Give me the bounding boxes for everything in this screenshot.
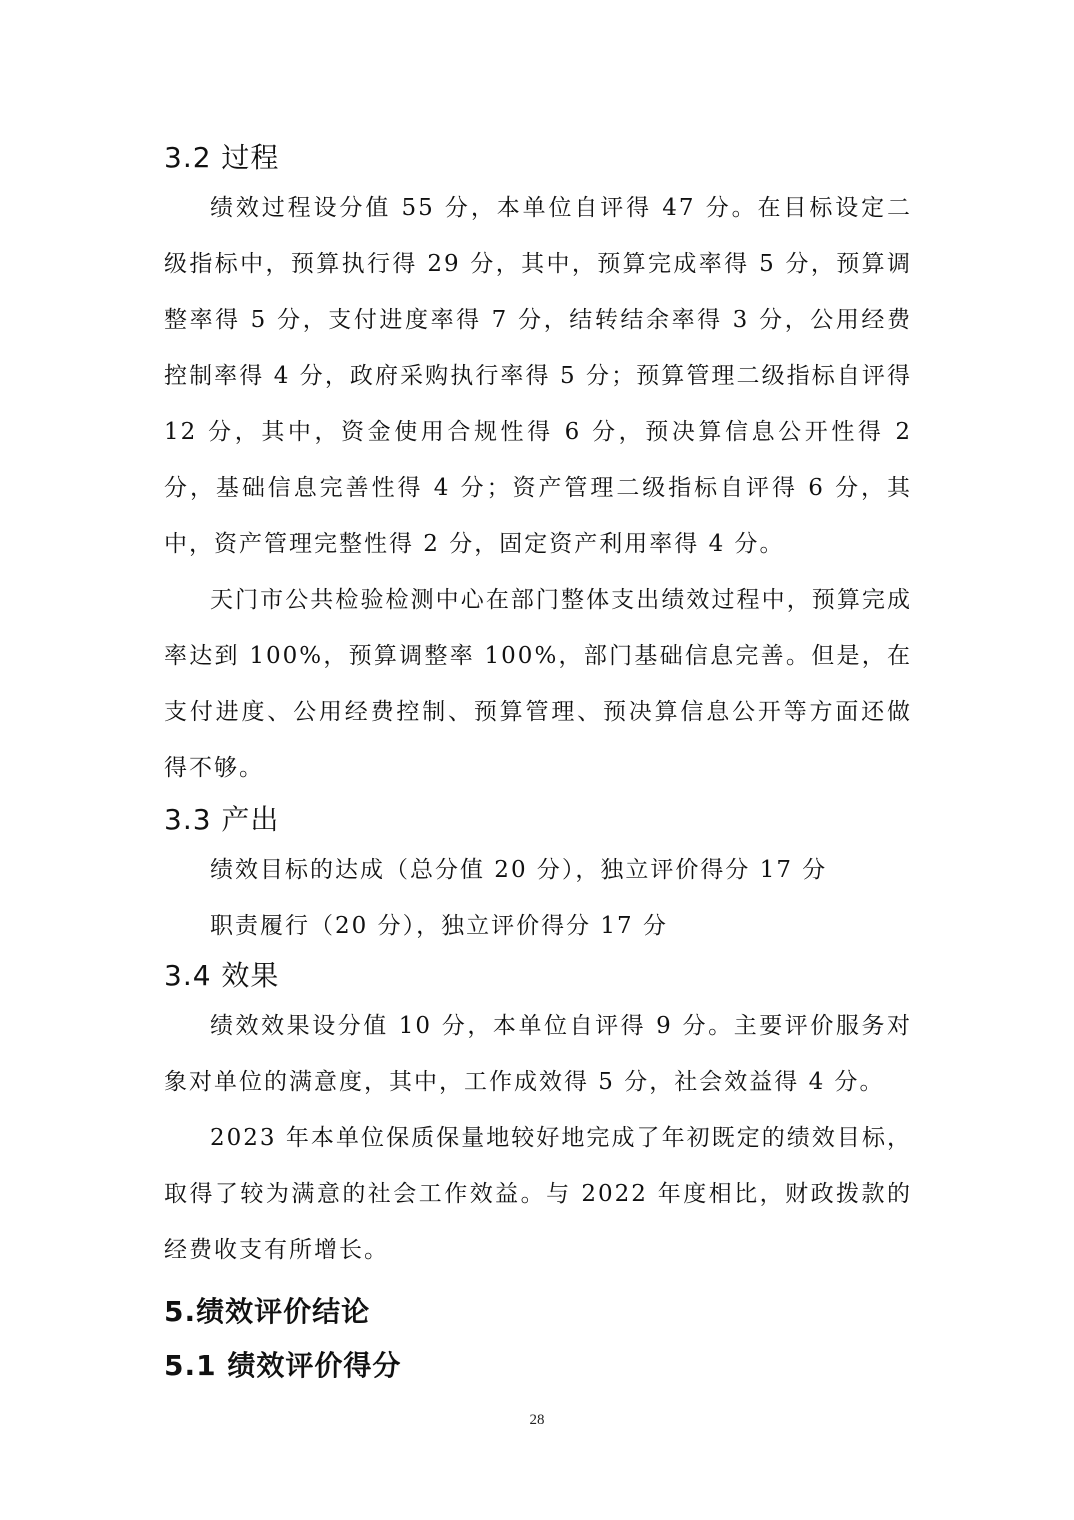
- section-heading-3-3: 3.3 产出: [164, 803, 280, 836]
- section-heading-3-4: 3.4 效果: [164, 959, 280, 992]
- paragraph-output-goals: 绩效目标的达成（总分值 20 分），独立评价得分 17 分: [210, 857, 828, 883]
- paragraph-process-scores: 绩效过程设分值 55 分，本单位自评得 47 分。在目标设定二级指标中，预算执行得 29 分，其中，预算完成率得 5 分，预算调整率得 5 分，支付进度率得 7 分，结转结余率得 3 分，公用经费控制率得 4 分，政府采购执行率得 5 分；预算管理二级指标自评得 12 分，其中，资金使用合规性得 6 分，预决算信息公开性得 2 分，基础信息完善性得 4 分；资产管理二级指标自评得 6 分，其中，资产管理完整性得 2 分，固定资产利用率得 4 分。: [164, 195, 912, 557]
- page-content: [164, 136, 912, 1388]
- section-heading-5-1: 5.1 绩效评价得分: [164, 1349, 402, 1382]
- section-heading-5: 5.绩效评价结论: [164, 1295, 371, 1328]
- paragraph-process-summary: 天门市公共检验检测中心在部门整体支出绩效过程中，预算完成率达到 100%，预算调整率 100%，部门基础信息完善。但是，在支付进度、公用经费控制、预算管理、预决算信息公开等方面还做得不够。: [164, 587, 912, 781]
- paragraph-effect-scores: 绩效效果设分值 10 分，本单位自评得 9 分。主要评价服务对象对单位的满意度，其中，工作成效得 5 分，社会效益得 4 分。: [164, 1013, 912, 1095]
- section-heading-3-2: 3.2 过程: [164, 141, 280, 174]
- paragraph-output-duties: 职责履行（20 分），独立评价得分 17 分: [210, 913, 668, 939]
- paragraph-effect-summary: 2023 年本单位保质保量地较好地完成了年初既定的绩效目标，取得了较为满意的社会工作效益。与 2022 年度相比，财政拨款的经费收支有所增长。: [164, 1125, 912, 1263]
- page-number: 28: [529, 1412, 545, 1428]
